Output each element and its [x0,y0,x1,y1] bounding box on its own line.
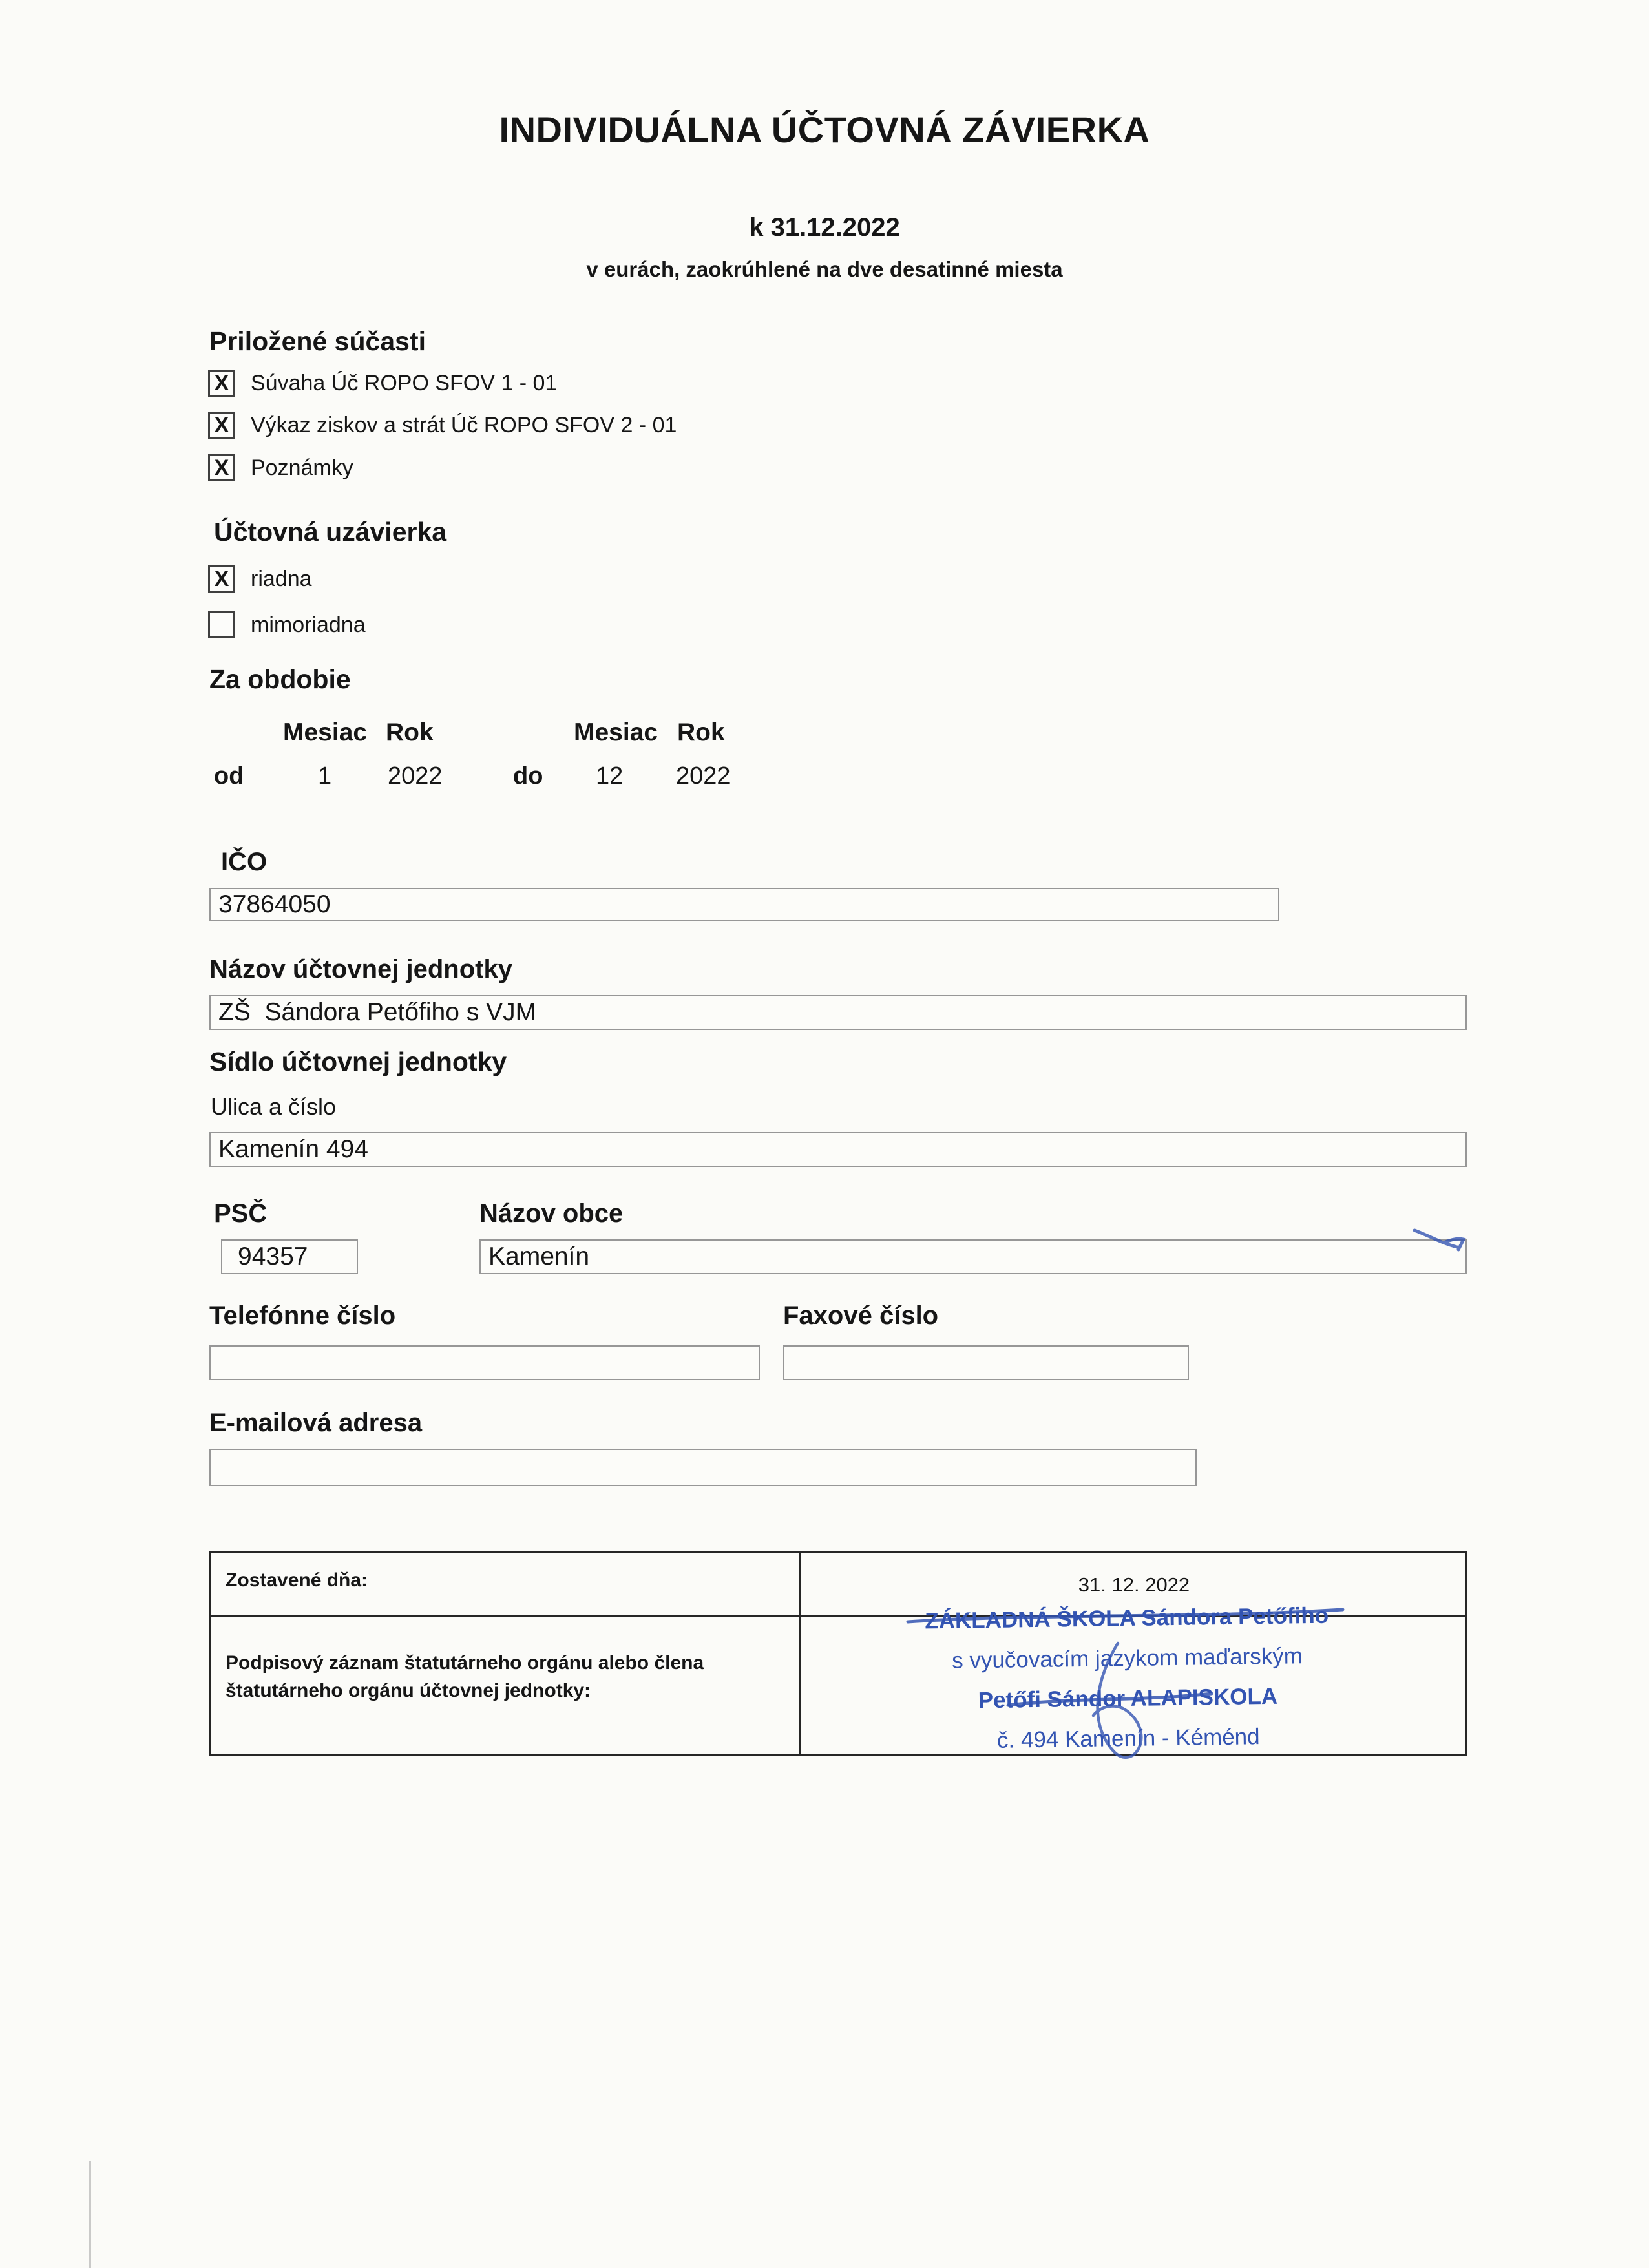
city-label: Názov obce [479,1199,624,1228]
fax-label: Faxové číslo [783,1301,939,1330]
street-label: Ulica a číslo [211,1093,337,1120]
zip-label: PSČ [214,1199,268,1228]
ico-field [209,888,1279,921]
period-from-year-header: Rok [386,719,434,746]
attachment-row-vykaz [208,412,677,439]
email-field [209,1449,1197,1486]
zip-value: 94357 [238,1243,308,1270]
closing-label-riadna: riadna [251,566,312,591]
address-heading: Sídlo účtovnej jednotky [209,1047,507,1076]
form-title: INDIVIDUÁLNA ÚČTOVNÁ ZÁVIERKA [499,109,1150,150]
attachments-heading: Priložené súčasti [209,326,426,356]
period-from-month-header: Mesiac [283,719,368,746]
period-to-label: do [513,762,543,790]
zip-field [221,1239,358,1274]
entity-name-field [209,995,1467,1030]
closing-label-mimoriadna: mimoriadna [251,612,366,637]
form-date-line: k 31.12.2022 [749,213,900,242]
city-value: Kamenín [488,1243,590,1270]
ico-value: 37864050 [218,890,331,918]
attachment-label-suvaha: Súvaha Úč ROPO SFOV 1 - 01 [251,370,558,395]
attachment-row-poznamky [208,454,353,481]
street-value: Kamenín 494 [218,1135,369,1163]
checkbox-riadna: X [208,565,235,593]
checkbox-suvaha: X [208,370,235,397]
phone-field [209,1345,760,1380]
attachment-row-suvaha [208,370,557,397]
period-from-month: 1 [318,762,332,790]
scan-artifact-line [89,2161,91,2268]
attachment-label-vykaz: Výkaz ziskov a strát Úč ROPO SFOV 2 - 01 [251,412,677,437]
pen-mark [1412,1225,1470,1254]
signature-ink [859,1586,1376,1780]
stamp-line: ZÁKLADNÁ ŠKOLA Sándora Petőfiho [925,1602,1329,1634]
closing-row-mimoriadna [208,611,366,638]
compiled-date-label: Zostavené dňa: [226,1570,368,1591]
city-field [479,1239,1467,1274]
period-to-month-header: Mesiac [574,719,658,746]
street-field [209,1132,1467,1167]
period-to-year-header: Rok [677,719,725,746]
period-to-month: 12 [596,762,624,790]
entity-name-label: Názov účtovnej jednotky [209,955,512,983]
compiled-date-value: 31. 12. 2022 [1078,1573,1190,1596]
email-label: E-mailová adresa [209,1409,423,1437]
period-from-label: od [214,762,244,790]
checkbox-mimoriadna [208,611,235,638]
closing-row-riadna [208,565,312,593]
entity-name-value: ZŠ Sándora Petőfiho s VJM [218,998,537,1026]
stamp-line: Petőfi Sándor ALAPISKOLA [978,1683,1278,1714]
stamp-line: č. 494 Kamenín - Kéménd [996,1724,1260,1753]
signatory-label: Podpisový záznam štatutárneho orgánu alebo člena štatutárneho orgánu účtovnej jednotky: [226,1652,704,1701]
period-heading: Za obdobie [209,664,351,694]
checkbox-vykaz: X [208,412,235,439]
checkbox-poznamky: X [208,454,235,481]
fax-field [783,1345,1189,1380]
closing-heading: Účtovná uzávierka [214,517,447,547]
phone-label: Telefónne číslo [209,1301,396,1330]
form-units-note: v eurách, zaokrúhlené na dve desatinné miesta [586,257,1063,281]
ico-label: IČO [221,848,268,876]
attachment-label-poznamky: Poznámky [251,455,353,480]
period-to-year: 2022 [676,762,731,790]
period-from-year: 2022 [388,762,443,790]
stamp-line: s vyučovacím jazykom maďarským [951,1643,1303,1674]
